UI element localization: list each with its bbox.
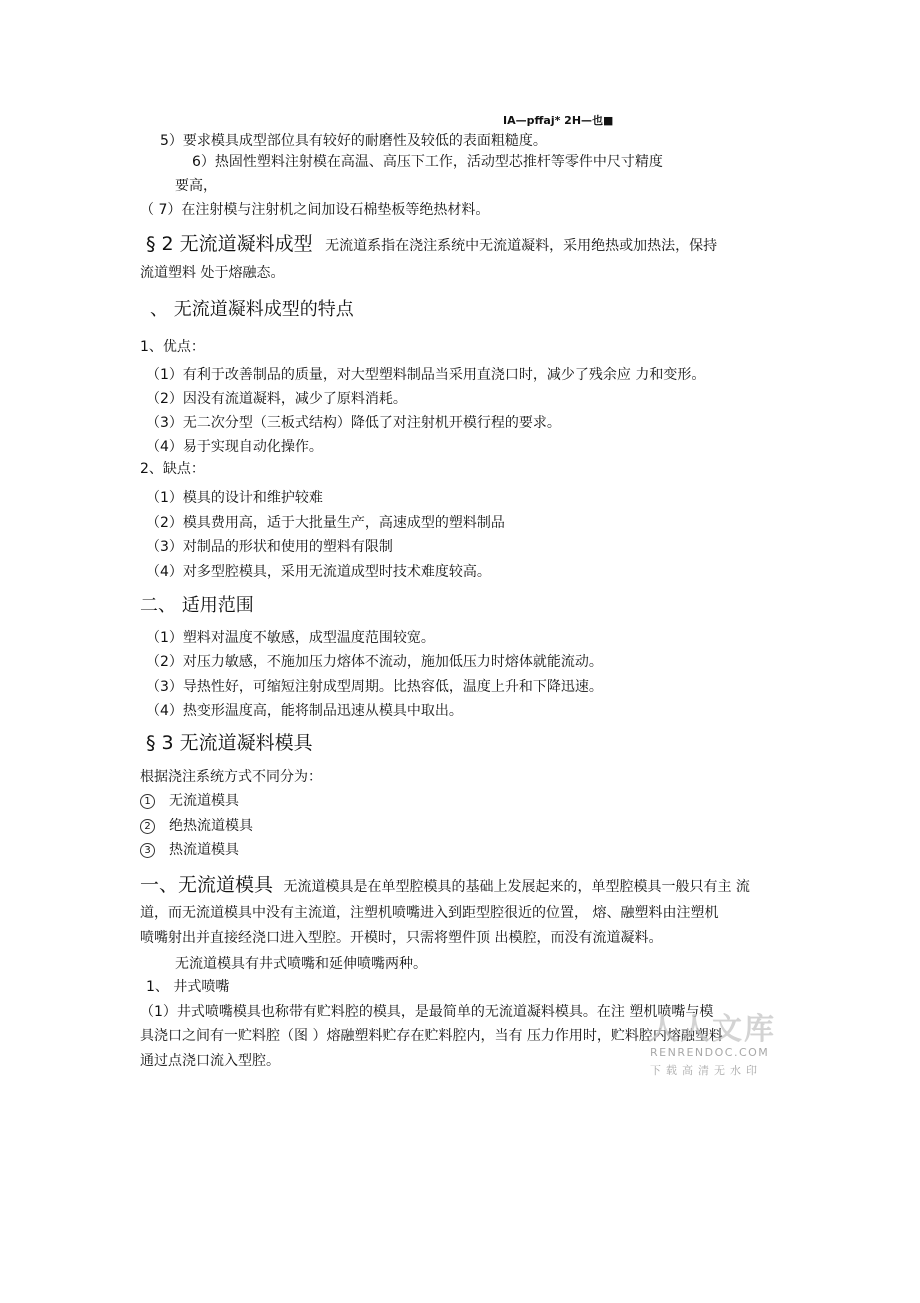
well-nozzle-text-line2: 具浇口之间有一贮料腔（图 ）熔融塑料贮存在贮料腔内，当有 压力作用时，贮料腔内熔融塑料 [140,1028,723,1044]
type-label: 热流道模具 [169,842,239,858]
well-nozzle-heading: 1、 井式喷嘴 [146,979,230,995]
section2-title: § 2 无流道凝料成型 [146,233,313,255]
subsection1-title: 一、无流道模具 [140,874,274,896]
well-nozzle-text-line1: （1）井式喷嘴模具也称带有贮料腔的模具，是最简单的无流道凝料模具。在注 塑机喷嘴与模 [140,1004,714,1020]
scope-item: （1）塑料对温度不敏感，成型温度范围较宽。 [146,630,435,646]
watermark-tagline: 下载高清无水印 [650,1064,762,1077]
header-mark: IA—pffaj* 2H—也■ [503,114,614,127]
circled-number: 2 [140,819,155,834]
feature-heading: 、 无流道凝料成型的特点 [150,299,354,320]
circled-number: 1 [140,794,155,809]
subsection1-text-line3: 喷嘴射出并直接经浇口进入型腔。开模时，只需将塑件顶 出模腔，而没有流道凝料。 [140,930,663,946]
disadvantages-label: 2、缺点： [140,461,205,477]
section3-intro: 根据浇注系统方式不同分为： [140,769,322,785]
item-6-line1: 6）热固性塑料注射模在高温、高压下工作，活动型芯推杆等零件中尺寸精度 [192,154,663,170]
watermark-url: RENRENDOC.COM [650,1046,770,1059]
subsection1-text-line2: 道，而无流道模具中没有主流道，注塑机喷嘴进入到距型腔很近的位置， 熔、融塑料由注塑机 [140,905,719,921]
circled-number: 3 [140,843,155,858]
scope-heading: 二、 适用范围 [140,595,254,616]
well-nozzle-text-line3: 通过点浇口流入型腔。 [140,1053,280,1069]
watermark-logo: 人人文库 [648,1012,776,1047]
scope-item: （4）热变形温度高，能将制品迅速从模具中取出。 [146,703,463,719]
item-6-line2: 要高， [175,178,217,194]
scope-item: （3）导热性好，可缩短注射成型周期。比热容低，温度上升和下降迅速。 [146,679,603,695]
section2-desc: 无流道系指在浇注系统中无流道凝料，采用绝热或加热法，保持 [325,238,718,254]
advantage-item: （1）有利于改善制品的质量，对大型塑料制品当采用直浇口时，减少了残余应 力和变形。 [146,367,706,383]
item-7: （ 7）在注射模与注射机之间加设石棉垫板等绝热材料。 [140,202,490,218]
type-label: 无流道模具 [169,793,239,809]
advantage-item: （2）因没有流道凝料，减少了原料消耗。 [146,391,407,407]
subsection1-para2: 无流道模具有井式喷嘴和延伸喷嘴两种。 [175,956,427,972]
section2-desc-line2: 流道塑料 处于熔融态。 [140,265,285,281]
type-list-item [140,841,239,859]
disadvantage-item: （3）对制品的形状和使用的塑料有限制 [146,539,393,555]
type-label: 绝热流道模具 [169,818,253,834]
scope-item: （2）对压力敏感，不施加压力熔体不流动，施加低压力时熔体就能流动。 [146,654,603,670]
subsection1-heading-line [140,873,750,897]
advantage-item: （3）无二次分型（三板式结构）降低了对注射机开模行程的要求。 [146,415,561,431]
advantage-item: （4）易于实现自动化操作。 [146,439,323,455]
disadvantage-item: （4）对多型腔模具，采用无流道成型时技术难度较高。 [146,564,491,580]
disadvantage-item: （1）模具的设计和维护较难 [146,490,323,506]
item-5: 5）要求模具成型部位具有较好的耐磨性及较低的表面粗糙度。 [160,133,547,149]
section3-title: § 3 无流道凝料模具 [146,732,313,754]
disadvantage-item: （2）模具费用高，适于大批量生产，高速成型的塑料制品 [146,515,505,531]
type-list-item [140,817,253,835]
type-list-item [140,792,239,810]
section2-heading-line [146,232,717,256]
subsection1-text: 无流道模具是在单型腔模具的基础上发展起来的，单型腔模具一般只有主 流 [283,879,750,895]
advantages-label: 1、优点： [140,339,205,355]
